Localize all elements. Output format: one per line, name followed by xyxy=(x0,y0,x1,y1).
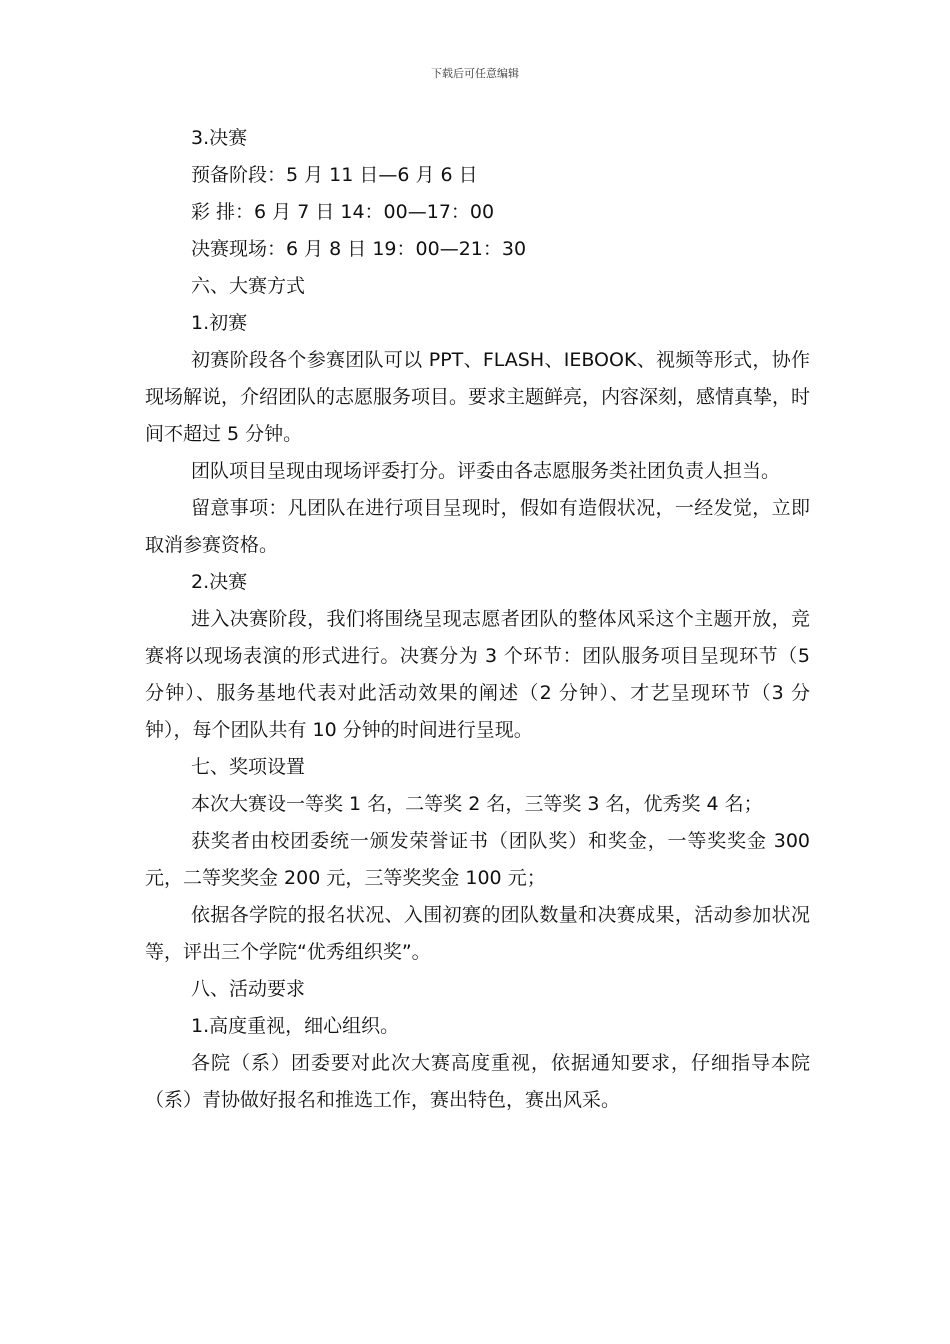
body-paragraph: 初赛阶段各个参赛团队可以 PPT、FLASH、IEBOOK、视频等形式，协作现场解说，介绍团队的志愿服务项目。要求主题鲜亮，内容深刻，感情真挚，时间不超过 5 分钟。 xyxy=(145,349,811,445)
schedule-line: 决赛现场：6 月 8 日 19：00—21：30 xyxy=(191,238,527,260)
body-paragraph: 团队项目呈现由现场评委打分。评委由各志愿服务类社团负责人担当。 xyxy=(191,460,781,482)
document-body xyxy=(145,120,810,1119)
body-paragraph: 获奖者由校团委统一颁发荣誉证书（团队奖）和奖金，一等奖奖金 300 元，二等奖奖金 200 元，三等奖奖金 100 元； xyxy=(145,830,810,889)
schedule-line: 彩 排：6 月 7 日 14：00—17：00 xyxy=(191,201,495,223)
body-paragraph: 留意事项：凡团队在进行项目呈现时，假如有造假状况，一经发觉，立即取消参赛资格。 xyxy=(145,497,810,556)
section-heading: 八、活动要求 xyxy=(191,978,306,1000)
subsection-heading: 2.决赛 xyxy=(191,571,248,593)
body-paragraph: 进入决赛阶段，我们将围绕呈现志愿者团队的整体风采这个主题开放，竞赛将以现场表演的形式进行。决赛分为 3 个环节：团队服务项目呈现环节（5 分钟）、服务基地代表对此活动效果的阐述（2 分钟）、才艺呈现环节（3 分钟），每个团队共有 10 分钟的时间进行呈现。 xyxy=(145,608,810,741)
body-paragraph: 各院（系）团委要对此次大赛高度重视，依据通知要求，仔细指导本院（系）青协做好报名和推选工作，赛出特色，赛出风采。 xyxy=(145,1052,810,1111)
section-heading: 六、大赛方式 xyxy=(191,275,306,297)
schedule-line: 预备阶段：5 月 11 日—6 月 6 日 xyxy=(191,164,478,186)
body-paragraph: 依据各学院的报名状况、入围初赛的团队数量和决赛成果，活动参加状况等，评出三个学院“优秀组织奖”。 xyxy=(145,904,810,963)
section-heading: 3.决赛 xyxy=(191,127,248,149)
subsection-heading: 1.初赛 xyxy=(191,312,248,334)
section-heading: 七、奖项设置 xyxy=(191,756,306,778)
subsection-heading: 1.高度重视，细心组织。 xyxy=(191,1015,400,1037)
body-paragraph: 本次大赛设一等奖 1 名，二等奖 2 名，三等奖 3 名，优秀奖 4 名； xyxy=(191,793,763,815)
page-header: 下载后可任意编辑 xyxy=(431,67,519,80)
